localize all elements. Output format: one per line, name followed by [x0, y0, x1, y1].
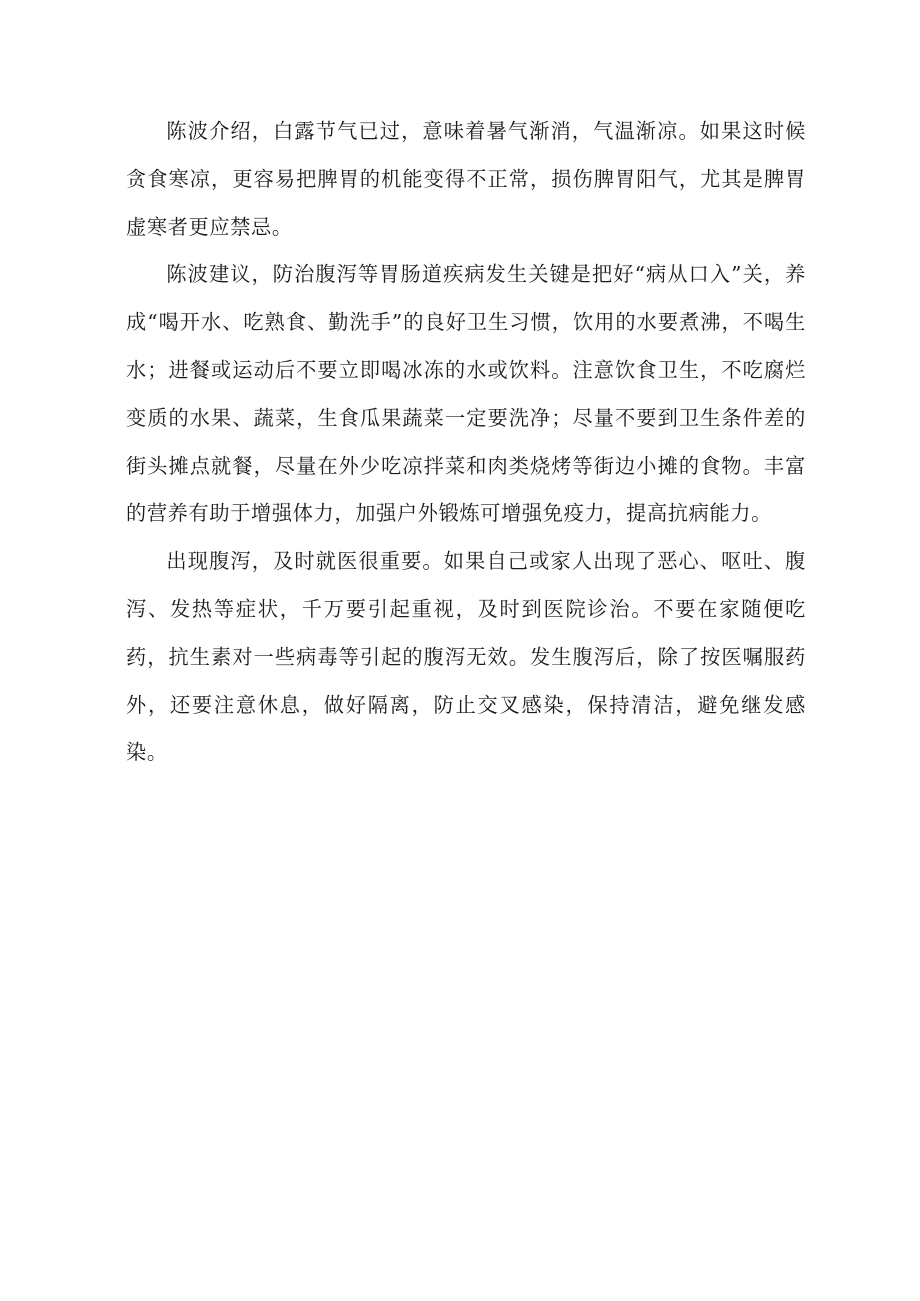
paragraph-1: 陈波介绍，白露节气已过，意味着暑气渐消，气温渐凉。如果这时候贪食寒凉，更容易把脾胃的机能变得不正常，损伤脾胃阳气，尤其是脾胃虚寒者更应禁忌。 — [126, 119, 806, 239]
paragraph-2: 陈波建议，防治腹泻等胃肠道疾病发生关键是把好“病从口入”关，养成“喝开水、吃熟食、勤洗手”的良好卫生习惯，饮用的水要煮沸，不喝生水；进餐或运动后不要立即喝冰冻的水或饮料。注意饮食卫生，不吃腐烂变质的水果、蔬菜，生食瓜果蔬菜一定要洗净；尽量不要到卫生条件差的街头摊点就餐，尽量在外少吃凉拌菜和肉类烧烤等街边小摊的食物。丰富的营养有助于增强体力，加强户外锻炼可增强免疫力，提高抗病能力。 — [126, 262, 806, 526]
article-body — [126, 108, 806, 777]
paragraph-3: 出现腹泻，及时就医很重要。如果自己或家人出现了恶心、呕吐、腹泻、发热等症状，千万要引起重视，及时到医院诊治。不要在家随便吃药，抗生素对一些病毒等引起的腹泻无效。发生腹泻后，除了按医嘱服药外，还要注意休息，做好隔离，防止交叉感染，保持清洁，避免继发感染。 — [126, 549, 806, 765]
